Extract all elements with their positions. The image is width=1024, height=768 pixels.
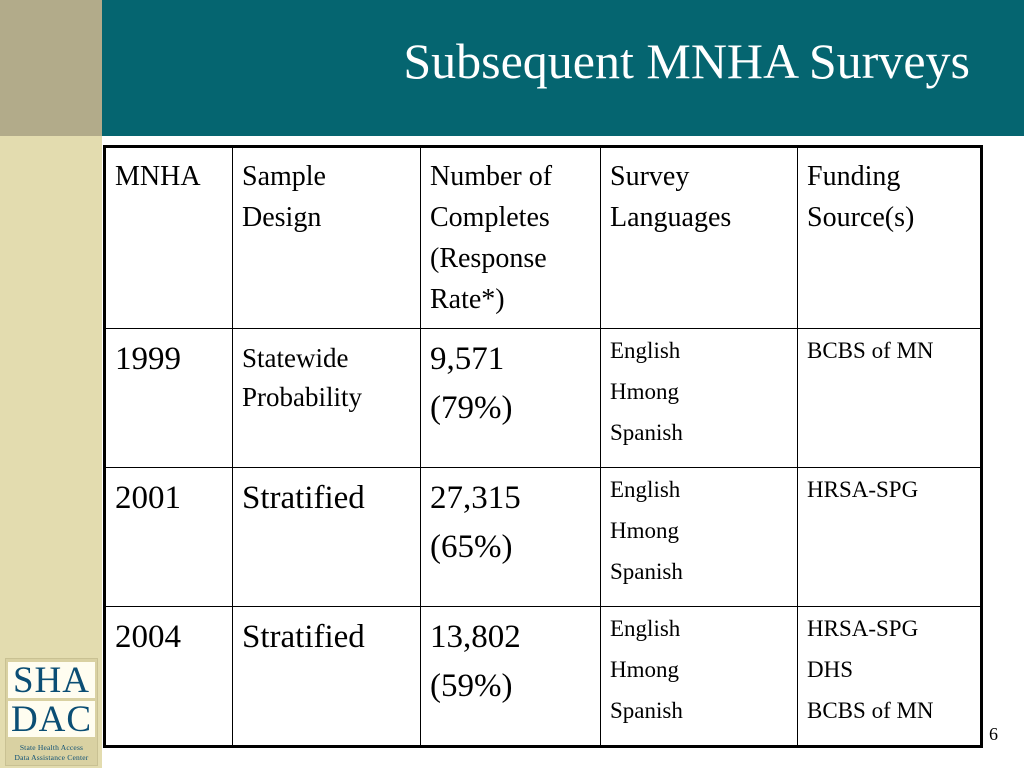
logo-subtitle: State Health Access Data Assistance Center — [14, 743, 89, 762]
header-completes: Number of Completes (Response Rate*) — [421, 147, 601, 329]
cell-languages: English Hmong Spanish — [601, 329, 798, 468]
logo-sha-text: SHA — [8, 662, 95, 698]
header-languages: Survey Languages — [601, 147, 798, 329]
header-funding: Funding Source(s) — [798, 147, 982, 329]
cell-design: Statewide Probability — [233, 329, 421, 468]
header-mnha: MNHA — [105, 147, 233, 329]
cell-design: Stratified — [233, 468, 421, 607]
title-bar — [102, 0, 1024, 136]
survey-table — [103, 145, 983, 748]
cell-completes: 27,315 (65%) — [421, 468, 601, 607]
table-row — [105, 468, 982, 607]
cell-funding: HRSA-SPG — [798, 468, 982, 607]
page-number: 6 — [989, 724, 998, 744]
cell-year: 1999 — [105, 329, 233, 468]
cell-funding: BCBS of MN — [798, 329, 982, 468]
cell-year: 2001 — [105, 468, 233, 607]
table-row — [105, 607, 982, 747]
header-sample-design: Sample Design — [233, 147, 421, 329]
cell-completes: 9,571 (79%) — [421, 329, 601, 468]
table-row — [105, 329, 982, 468]
table-header-row — [105, 147, 982, 329]
left-band-top-block — [0, 0, 102, 136]
logo-dac-text: DAC — [8, 701, 95, 737]
cell-completes: 13,802 (59%) — [421, 607, 601, 747]
shadac-logo — [5, 658, 98, 766]
cell-languages: English Hmong Spanish — [601, 607, 798, 747]
cell-languages: English Hmong Spanish — [601, 468, 798, 607]
cell-funding: HRSA-SPG DHS BCBS of MN — [798, 607, 982, 747]
cell-year: 2004 — [105, 607, 233, 747]
cell-design: Stratified — [233, 607, 421, 747]
slide-title: Subsequent MNHA Surveys — [403, 33, 970, 89]
